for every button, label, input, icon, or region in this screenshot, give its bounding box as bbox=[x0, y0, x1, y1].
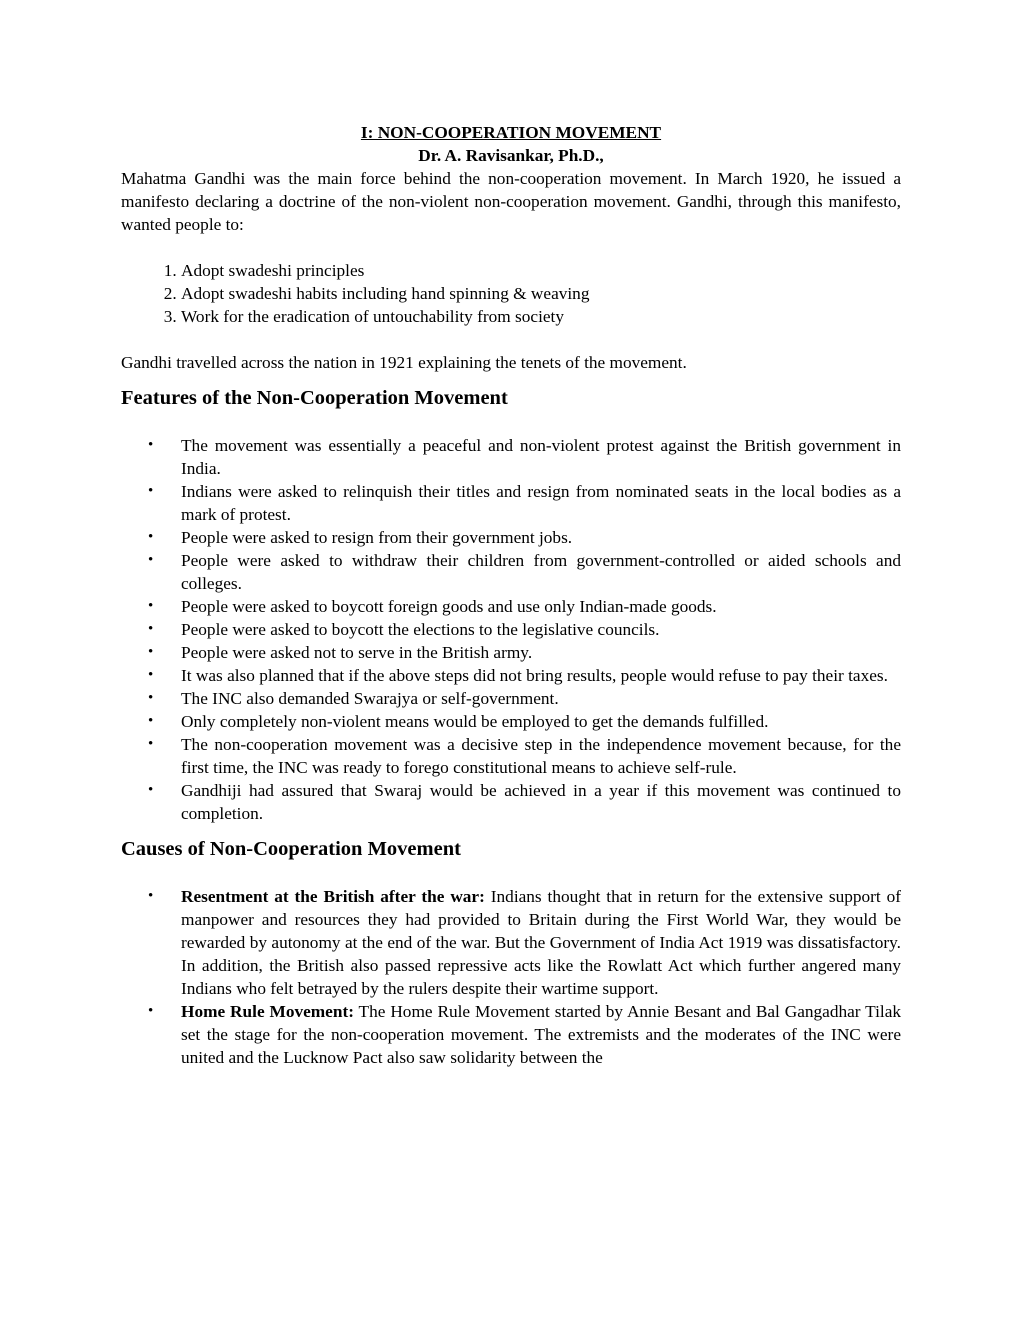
cause-text: The Home Rule Movement started by Annie Besant and Bal Gangadhar Tilak set the stage for the non-cooperation movement. The extremists and the moderates of the INC were united and the Lucknow Pact also saw solidarity between the bbox=[181, 1002, 901, 1067]
list-item: • Only completely non-violent means would be employed to get the demands fulfilled. bbox=[181, 710, 901, 733]
list-item: • People were asked to withdraw their children from government-controlled or aided schools and colleges. bbox=[181, 549, 901, 595]
list-item: • Gandhiji had assured that Swaraj would be achieved in a year if this movement was continued to completion. bbox=[181, 779, 901, 825]
intro-paragraph: Mahatma Gandhi was the main force behind the non-cooperation movement. In March 1920, he issued a manifesto declaring a doctrine of the non-violent non-cooperation movement. Gandhi, through this manifesto, wanted people to: bbox=[121, 169, 901, 234]
list-item bbox=[181, 1000, 901, 1069]
travel-paragraph: Gandhi travelled across the nation in 1921 explaining the tenets of the movement. bbox=[121, 353, 687, 372]
list-item: • People were asked to boycott foreign goods and use only Indian-made goods. bbox=[181, 595, 901, 618]
list-item: 2. Adopt swadeshi habits including hand spinning & weaving bbox=[181, 282, 901, 305]
list-item: 3. Work for the eradication of untouchability from society bbox=[181, 305, 901, 328]
features-list bbox=[121, 434, 901, 825]
document-title: I: NON-COOPERATION MOVEMENT bbox=[360, 123, 662, 142]
list-item: • People were asked to boycott the elections to the legislative councils. bbox=[181, 618, 901, 641]
list-item bbox=[181, 885, 901, 1000]
list-item: • Indians were asked to relinquish their titles and resign from nominated seats in the local bodies as a mark of protest. bbox=[181, 480, 901, 526]
cause-title: Home Rule Movement: bbox=[181, 1002, 354, 1021]
causes-heading: Causes of Non-Cooperation Movement bbox=[121, 838, 461, 860]
list-item: • People were asked not to serve in the British army. bbox=[181, 641, 901, 664]
document-page bbox=[121, 121, 901, 1069]
causes-list bbox=[121, 885, 901, 1069]
cause-text: Indians thought that in return for the extensive support of manpower and resources they had provided to Britain during the First World War, they would be rewarded by autonomy at the end of the war. But the Government of India Act 1919 was dissatisfactory. In addition, the British also passed repressive acts like the Rowlatt Act which further angered many Indians who felt betrayed by the rulers despite their wartime support. bbox=[181, 887, 901, 998]
list-item: • The movement was essentially a peaceful and non-violent protest against the British government in India. bbox=[181, 434, 901, 480]
list-item: • It was also planned that if the above steps did not bring results, people would refuse to pay their taxes. bbox=[181, 664, 901, 687]
features-heading: Features of the Non-Cooperation Movement bbox=[121, 387, 508, 409]
author: Dr. A. Ravisankar, Ph.D., bbox=[418, 146, 604, 165]
list-item: 1. Adopt swadeshi principles bbox=[181, 259, 901, 282]
list-item: • The non-cooperation movement was a decisive step in the independence movement because, for the first time, the INC was ready to forego constitutional means to achieve self-rule. bbox=[181, 733, 901, 779]
cause-title: Resentment at the British after the war: bbox=[181, 887, 485, 906]
numbered-list bbox=[121, 259, 901, 328]
list-item: • The INC also demanded Swarajya or self-government. bbox=[181, 687, 901, 710]
list-item: • People were asked to resign from their government jobs. bbox=[181, 526, 901, 549]
